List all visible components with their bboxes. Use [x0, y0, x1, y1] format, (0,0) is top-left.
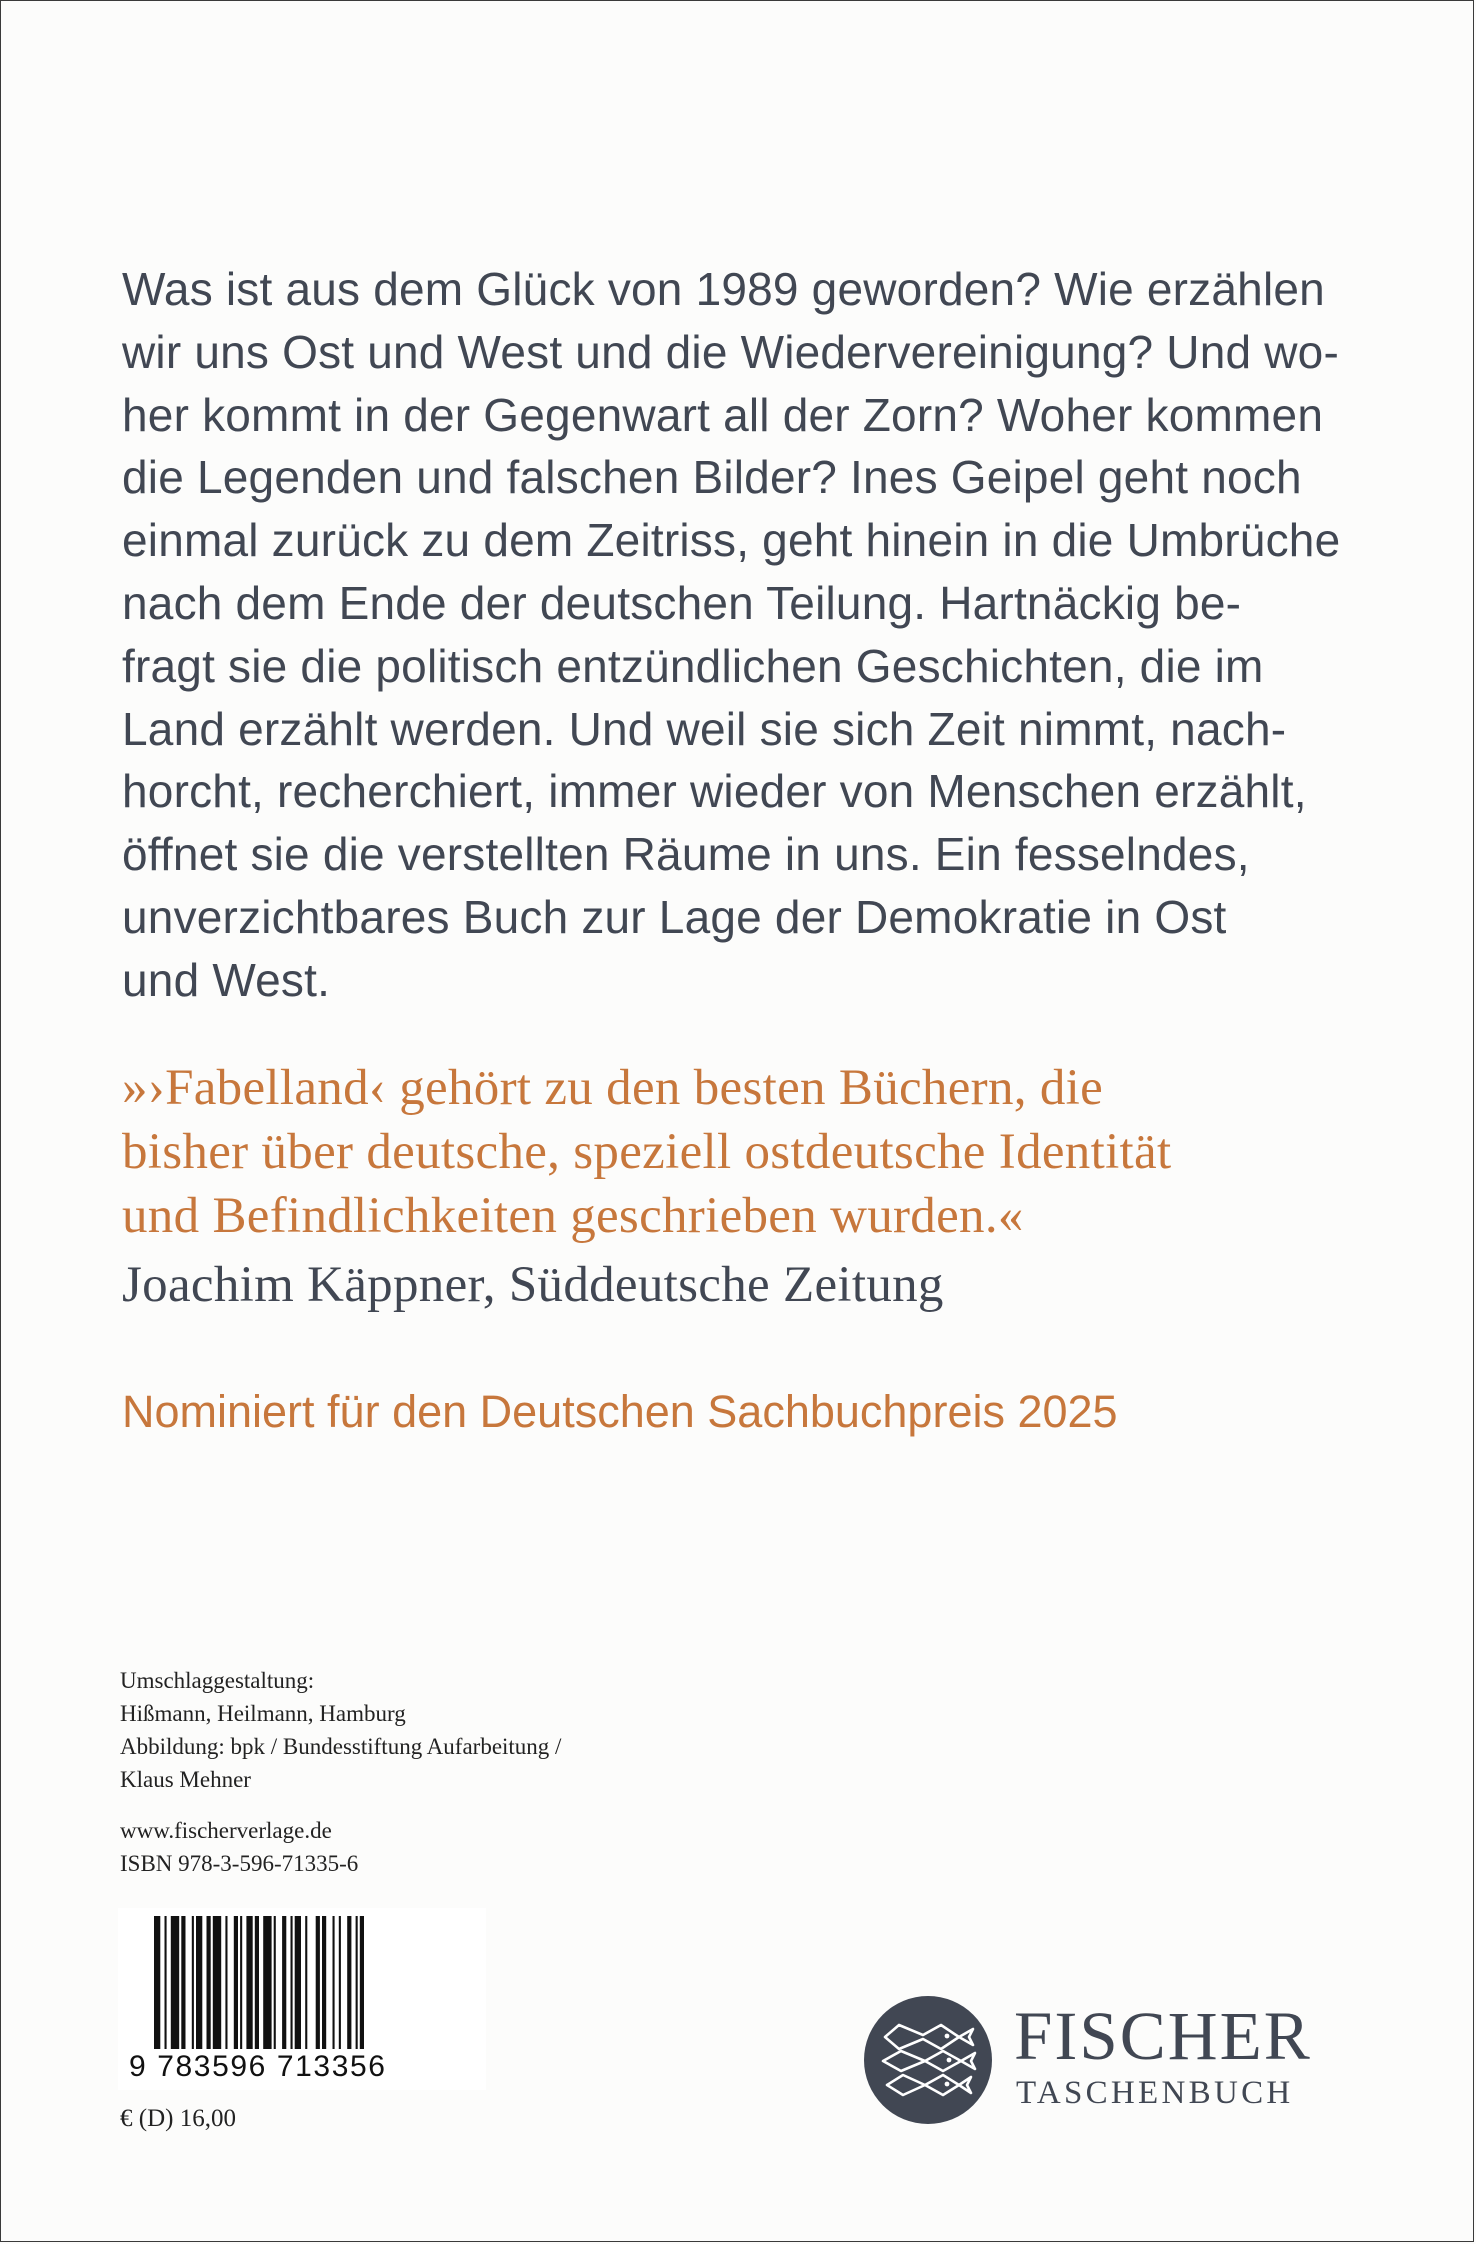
- barcode-bar: [192, 1916, 194, 2054]
- barcode-bar: [246, 1916, 252, 2054]
- publisher-info: [120, 1814, 358, 1880]
- credit-line: Hißmann, Heilmann, Hamburg: [120, 1701, 406, 1726]
- barcode-bar: [196, 1916, 202, 2054]
- barcode-bar: [333, 1916, 335, 2054]
- blurb-line: Was ist aus dem Glück von 1989 geworden? Wie erzählen: [122, 263, 1325, 315]
- fischer-fish-logo-icon: [863, 1995, 993, 2125]
- credit-line: Abbildung: bpk / Bundesstiftung Aufarbeitung /: [120, 1734, 562, 1759]
- barcode-bar: [154, 1916, 160, 2066]
- blurb-line: her kommt in der Gegenwart all der Zorn? Woher kommen: [122, 388, 1324, 441]
- barcode-bar: [225, 1916, 227, 2054]
- blurb-line: Land erzählt werden. Und weil sie sich Zeit nimmt, nach-: [122, 702, 1287, 755]
- blurb-text: [122, 258, 1382, 1012]
- blurb-line: einmal zurück zu dem Zeitriss, geht hinein in die Umbrüche: [122, 514, 1341, 567]
- barcode-bar: [181, 1916, 185, 2054]
- barcode-bar: [295, 1916, 301, 2054]
- quote-line: »›Fabelland‹ gehört zu den besten Büchern, die: [122, 1060, 1104, 1116]
- barcode-bar: [360, 1916, 364, 2066]
- cover-credits: [120, 1664, 561, 1796]
- review-quote: [122, 1056, 1382, 1248]
- barcode-bar: [339, 1916, 341, 2054]
- credit-line: Umschlaggestaltung:: [120, 1668, 315, 1693]
- barcode-bar: [263, 1916, 271, 2066]
- barcode-bar: [274, 1916, 276, 2066]
- blurb-line: öffnet sie die verstellten Räume in uns. Ein fesselndes,: [122, 828, 1250, 881]
- publisher-logo-name: FISCHER: [1014, 1998, 1312, 2074]
- barcode-bar: [207, 1916, 211, 2054]
- publisher-logo-subtitle: TASCHENBUCH: [1016, 2075, 1294, 2111]
- barcode-bar: [322, 1916, 326, 2054]
- blurb-line: horcht, recherchiert, immer wieder von Menschen erzählt,: [122, 765, 1307, 818]
- barcode-bar: [356, 1916, 358, 2054]
- barcode-bar: [305, 1916, 307, 2054]
- price: € (D) 16,00: [120, 2105, 236, 2132]
- barcode-bar: [171, 1916, 179, 2054]
- barcode-bar: [165, 1916, 167, 2066]
- isbn-text: ISBN 978-3-596-71335-6: [120, 1851, 359, 1876]
- barcode-bar: [282, 1916, 286, 2054]
- barcode-bar: [234, 1916, 238, 2054]
- quote-line: und Befindlichkeiten geschrieben wurden.«: [122, 1188, 1024, 1244]
- barcode-bar: [255, 1916, 259, 2054]
- quote-line: bisher über deutsche, speziell ostdeutsche Identität: [122, 1124, 1172, 1180]
- blurb-line: wir uns Ost und West und die Wiedervereinigung? Und wo-: [122, 325, 1339, 378]
- barcode-bar: [347, 1916, 351, 2054]
- barcode-bar: [291, 1916, 293, 2054]
- blurb-line: nach dem Ende der deutschen Teilung. Hartnäckig be-: [122, 576, 1242, 629]
- barcode-bar: [316, 1916, 320, 2054]
- barcode-bar: [213, 1916, 221, 2054]
- blurb-line: unverzichtbares Buch zur Lage der Demokratie in Ost: [122, 890, 1227, 943]
- barcode-bar: [240, 1916, 242, 2054]
- blurb-line: die Legenden und falschen Bilder? Ines Geipel geht noch: [122, 451, 1302, 504]
- blurb-line: und West.: [122, 953, 331, 1006]
- award-nomination: Nominiert für den Deutschen Sachbuchpreis 2025: [122, 1386, 1118, 1437]
- barcode-digits: 9 783596 713356: [129, 2050, 387, 2083]
- publisher-website: www.fischerverlage.de: [120, 1818, 332, 1843]
- blurb-line: fragt sie die politisch entzündlichen Geschichten, die im: [122, 639, 1264, 692]
- quote-attribution: Joachim Käppner, Süddeutsche Zeitung: [122, 1257, 944, 1313]
- credit-line: Klaus Mehner: [120, 1767, 251, 1792]
